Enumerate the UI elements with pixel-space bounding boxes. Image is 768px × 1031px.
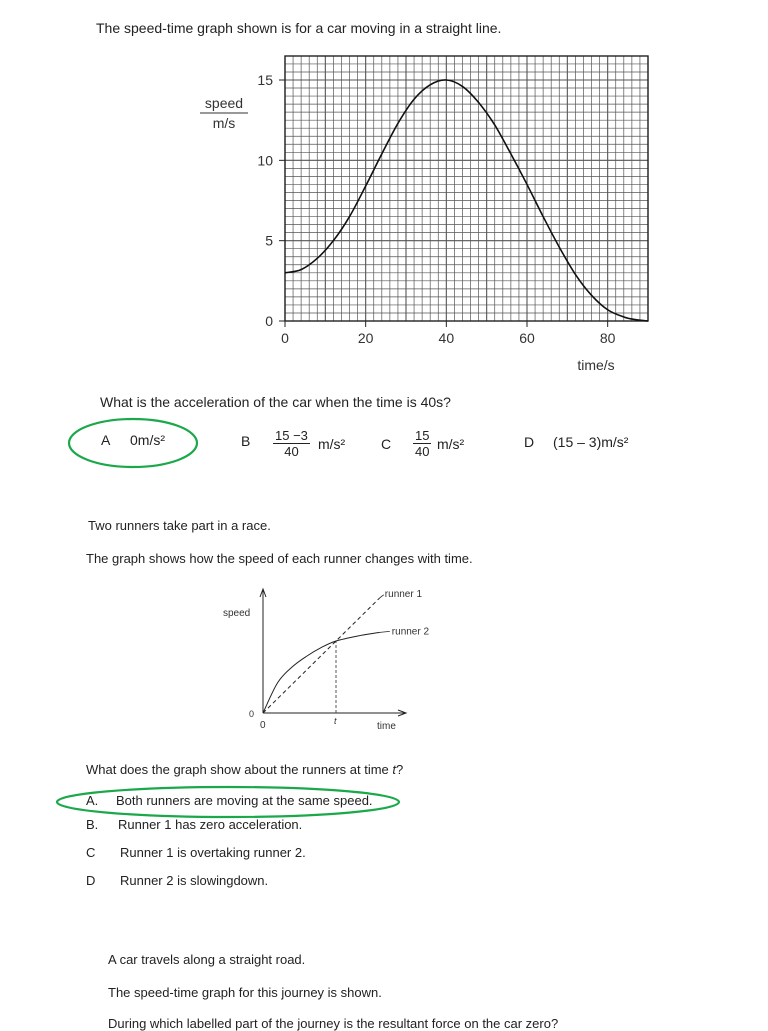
q2-option-d (86, 873, 406, 891)
q2-option-a (86, 793, 406, 811)
q1-option-b-denominator: 40 (284, 444, 299, 459)
q2-option-c-letter: C (86, 845, 96, 860)
q1-option-d-text: (15 – 3)m/s² (553, 434, 629, 450)
q1-option-b-letter: B (241, 433, 251, 449)
q2-option-d-text: Runner 2 is slowingdown. (120, 873, 269, 888)
runner-1-leader (380, 595, 384, 598)
y-axis-label: speed (223, 608, 251, 619)
y-tick-label: 15 (257, 72, 273, 88)
q1-intro: The speed-time graph shown is for a car moving in a straight line. (96, 20, 502, 36)
q3-line-3: During which labelled part of the journey is the resultant force on the car zero? (108, 1016, 559, 1031)
q3-line-2: The speed-time graph for this journey is shown. (108, 985, 382, 1000)
q3-line-1: A car travels along a straight road. (108, 952, 306, 967)
q2-question-suffix: ? (396, 762, 404, 777)
q1-option-c-unit: m/s² (437, 436, 465, 452)
q2-option-d-letter: D (86, 873, 96, 888)
q2-option-a-text: Both runners are moving at the same speed. (116, 793, 373, 808)
q2-question-var: t (392, 762, 397, 777)
runner-2-curve (263, 632, 380, 713)
q2-option-a-letter: A. (86, 793, 99, 808)
x-tick-label: 80 (599, 330, 616, 346)
y-axis-label-bottom: m/s (212, 115, 236, 131)
x-axis-label: time (377, 721, 396, 732)
runner-2-leader (380, 631, 390, 632)
y-tick-label: 0 (265, 313, 273, 329)
q1-option-c-letter: C (381, 436, 392, 452)
runner-2-label: runner 2 (391, 626, 430, 638)
q2-intro-2: The graph shows how the speed of each runner changes with time. (86, 551, 473, 566)
q1-option-c-denominator: 40 (415, 444, 430, 459)
q2-intro-1: Two runners take part in a race. (88, 518, 271, 533)
y-tick-label: 10 (257, 152, 273, 169)
y-tick-label: 5 (265, 232, 273, 249)
runner-1-label: runner 1 (384, 588, 423, 600)
q2-option-b-letter: B. (86, 817, 99, 832)
q2-option-c-text: Runner 1 is overtaking runner 2. (120, 845, 306, 860)
q1-option-c-numerator: 15 (415, 428, 430, 443)
x-tick-label: 40 (438, 330, 455, 346)
q2-question (86, 762, 403, 777)
q2-option-b-text: Runner 1 has zero acceleration. (118, 817, 303, 832)
q2-option-c (86, 845, 406, 863)
q1-option-a-letter: A (101, 432, 111, 448)
q1-option-d-letter: D (524, 434, 535, 450)
x-tick-label: 0 (281, 330, 289, 346)
x-tick-label: 20 (357, 330, 374, 346)
x-axis-label: time/s (577, 357, 615, 373)
t-label: t (334, 716, 337, 726)
q2-option-b (86, 817, 406, 835)
q1-option-b-numerator: 15 −3 (275, 428, 308, 443)
runner-1-line (263, 598, 380, 713)
q1-question: What is the acceleration of the car when the time is 40s? (100, 394, 451, 410)
origin-x-label: 0 (260, 720, 266, 731)
x-tick-label: 60 (519, 330, 535, 346)
q1-option-a-text: 0m/s² (130, 432, 165, 448)
q1-option-b-unit: m/s² (318, 436, 346, 452)
origin-y-label: 0 (249, 709, 255, 719)
q2-question-prefix: What does the graph show about the runners at time (86, 762, 393, 777)
y-axis-label-top: speed (204, 95, 244, 111)
